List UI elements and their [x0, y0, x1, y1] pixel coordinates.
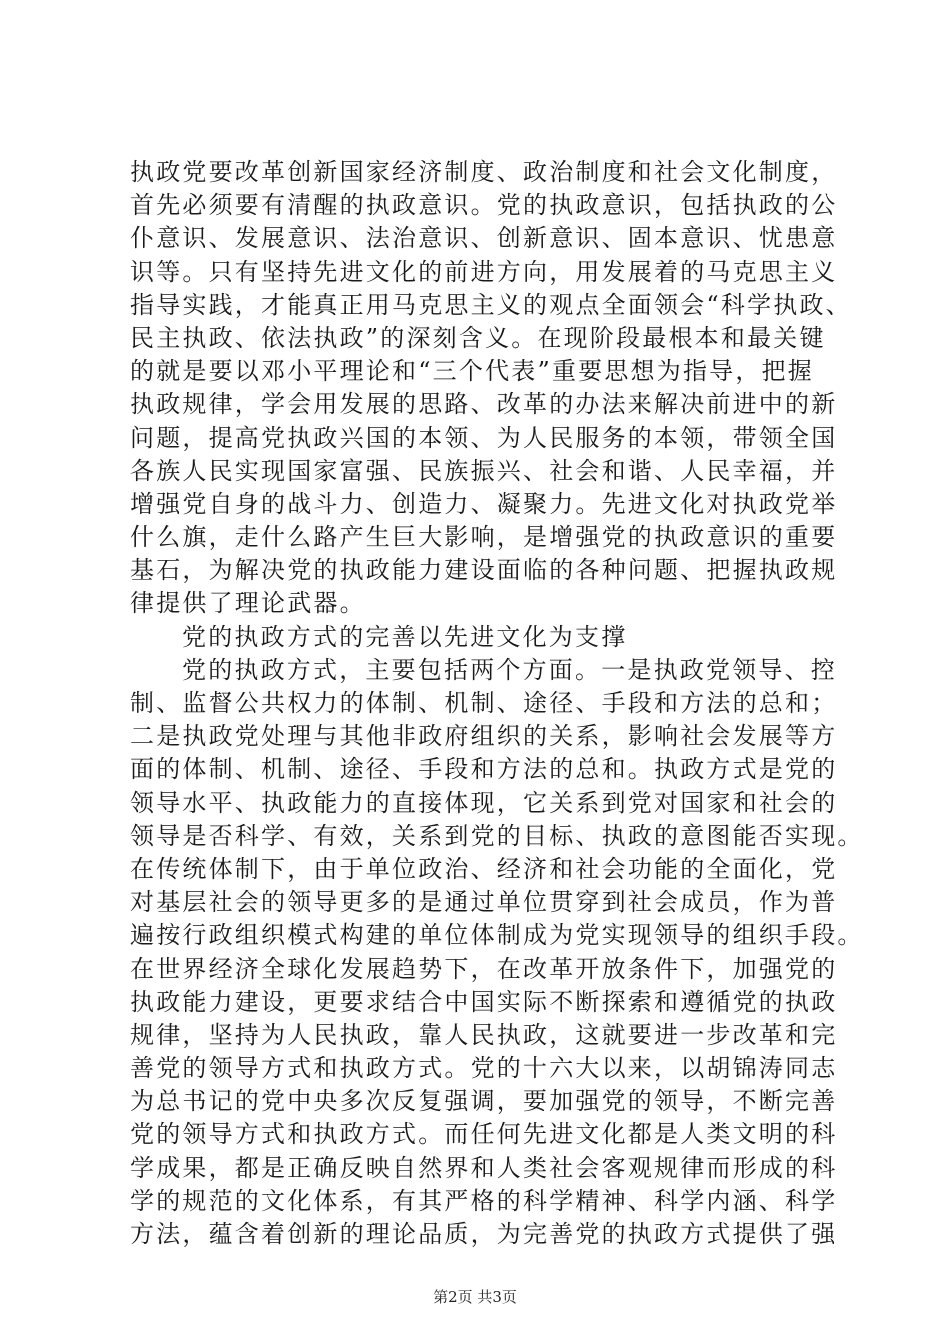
text-line: 各族人民实现国家富强、民族振兴、社会和谐、人民幸福，并 [130, 456, 838, 485]
text-line: 方法，蕴含着创新的理论品质，为完善党的执政方式提供了强 [130, 1220, 838, 1248]
text-line: 的就是要以邓小平理论和“三个代表”重要思想为指导，把握 [130, 357, 814, 386]
text-line: 党的执政方式，主要包括两个方面。一是执政党领导、控 [182, 655, 837, 684]
text-line: 党的领导方式和执政方式。而任何先进文化都是人类文明的科 [130, 1120, 838, 1149]
page-number-footer: 第2页 共3页 [433, 1288, 517, 1306]
text-line: 对基层社会的领导更多的是通过单位贯穿到社会成员，作为普 [130, 888, 838, 917]
text-line: 善党的领导方式和执政方式。党的十六大以来，以胡锦涛同志 [130, 1054, 838, 1083]
text-line: 在传统体制下，由于单位政治、经济和社会功能的全面化，党 [130, 854, 838, 883]
section-heading: 党的执政方式的完善以先进文化为支撑 [182, 622, 628, 651]
text-line: 律提供了理论武器。 [130, 589, 366, 618]
text-line: 为总书记的党中央多次反复强调，要加强党的领导，不断完善 [130, 1087, 838, 1116]
text-line: 基石，为解决党的执政能力建设面临的各种问题、把握执政规 [130, 556, 838, 585]
text-line: 增强党自身的战斗力、创造力、凝聚力。先进文化对执政党举 [130, 489, 838, 518]
text-line: 仆意识、发展意识、法治意识、创新意识、固本意识、忧患意 [130, 224, 838, 253]
text-line: 识等。只有坚持先进文化的前进方向，用发展着的马克思主义 [130, 257, 838, 286]
text-line: 问题，提高党执政兴国的本领、为人民服务的本领，带领全国 [130, 423, 838, 452]
body-text [130, 156, 864, 1251]
text-line: 在世界经济全球化发展趋势下，在改革开放条件下，加强党的 [130, 954, 838, 983]
text-line: 学的规范的文化体系，有其严格的科学精神、科学内涵、科学 [130, 1186, 838, 1215]
text-line: 规律，坚持为人民执政，靠人民执政，这就要进一步改革和完 [130, 1020, 838, 1049]
text-line: 指导实践，才能真正用马克思主义的观点全面领会“科学执政、 [130, 290, 852, 319]
text-line: 二是执政党处理与其他非政府组织的关系，影响社会发展等方 [130, 722, 838, 751]
text-line: 领导是否科学、有效，关系到党的目标、执政的意图能否实现。 [130, 821, 864, 850]
text-line: 面的体制、机制、途径、手段和方法的总和。执政方式是党的 [130, 755, 838, 784]
text-line: 制、监督公共权力的体制、机制、途径、手段和方法的总和； [130, 689, 838, 717]
text-line: 首先必须要有清醒的执政意识。党的执政意识，包括执政的公 [130, 191, 838, 220]
text-line: 执政能力建设，更要求结合中国实际不断探索和遵循党的执政 [130, 987, 838, 1016]
text-line: 执政规律，学会用发展的思路、改革的办法来解决前进中的新 [130, 390, 838, 419]
text-line: 领导水平、执政能力的直接体现，它关系到党对国家和社会的 [130, 788, 838, 817]
text-line: 学成果，都是正确反映自然界和人类社会客观规律而形成的科 [130, 1153, 838, 1182]
text-line: 什么旗，走什么路产生巨大影响，是增强党的执政意识的重要 [130, 523, 838, 552]
text-line: 民主执政、依法执政”的深刻含义。在现阶段最根本和最关键 [130, 323, 826, 352]
text-line: 遍按行政组织模式构建的单位体制成为党实现领导的组织手段。 [130, 921, 864, 950]
text-line: 执政党要改革创新国家经济制度、政治制度和社会文化制度， [130, 158, 838, 186]
